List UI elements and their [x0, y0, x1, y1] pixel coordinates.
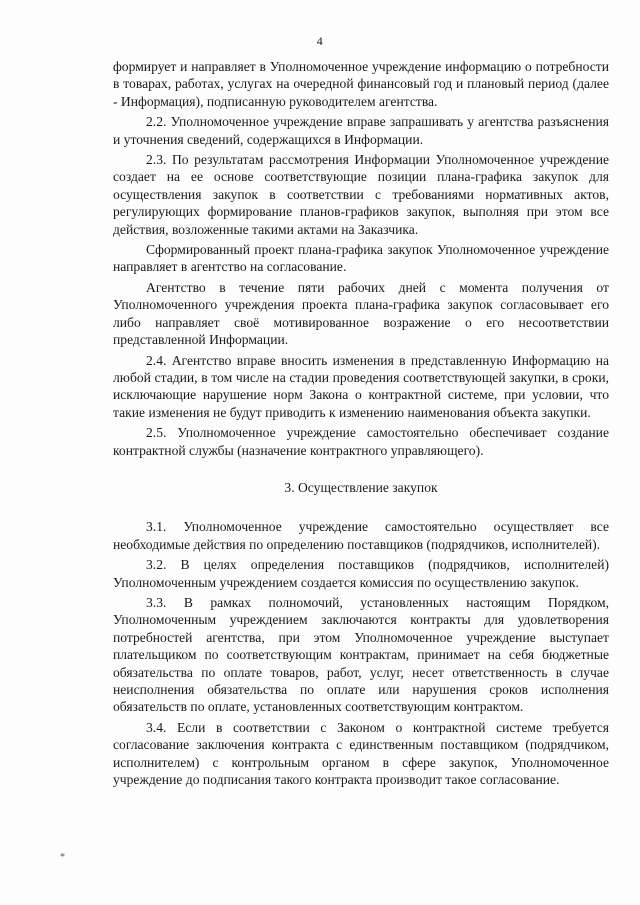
paragraph-3-2: 3.2. В целях определения поставщиков (подрядчиков, исполнителей) Уполномоченным учреждением создается комиссия по осуществлению закупок. — [113, 557, 609, 590]
paragraph-plan-draft: Сформированный проект плана-графика закупок Уполномоченное учреждение направляет в агентство на согласование. — [113, 242, 609, 275]
paragraph-agency-approval: Агентство в течение пяти рабочих дней с момента получения от Уполномоченного учреждения проекта плана-графика закупок согласовывает его либо направляет своё мотивированное возражение о его несоответствии представленной Информации. — [113, 279, 609, 348]
paragraph-continuation: формирует и направляет в Уполномоченное учреждение информацию о потребности в товарах, работах, услугах на очередной финансовый год и плановый период (далее - Информация), подписанную руководителем агентства. — [113, 59, 609, 109]
page-number: 4 — [316, 34, 324, 48]
paragraph-2-3: 2.3. По результатам рассмотрения Информации Уполномоченное учреждение создает на ее основе соответствующие позиции плана-графика закупок для осуществления закупок в соответствии с требованиями нормативных актов, регулирующих формирование планов-графиков закупок, выполняя при этом все действия, возложенные такими актами на Заказчика. — [113, 152, 609, 237]
paragraph-2-2: 2.2. Уполномоченное учреждение вправе запрашивать у агентства разъяснения и уточнения сведений, содержащихся в Информации. — [113, 114, 609, 147]
paragraph-3-3: 3.3. В рамках полномочий, установленных настоящим Порядком, Уполномоченным учреждением заключаются контракты для удовлетворения потребностей агентства, при этом Уполномоченное учреждение выступает плательщиком по соответствующим контрактам, принимает на себя бюджетные обязательства по оплате товаров, работ, услуг, несет ответственность в случае неисполнения обязательства по оплате или нарушения сроков исполнения обязательств по оплате, установленных соответствующим контрактом. — [113, 594, 609, 715]
paragraph-3-1: 3.1. Уполномоченное учреждение самостоятельно осуществляет все необходимые действия по определению поставщиков (подрядчиков, исполнителей). — [113, 519, 609, 552]
document-body — [113, 58, 609, 791]
paragraph-2-4: 2.4. Агентство вправе вносить изменения в представленную Информацию на любой стадии, в том числе на стадии проведения соответствующей закупки, в сроки, исключающие нарушение норм Закона о контрактной системе, при условии, что такие изменения не будут приводить к изменению наименования объекта закупки. — [113, 352, 609, 420]
section-title: 3. Осуществление закупок — [284, 479, 438, 495]
paragraph-2-5: 2.5. Уполномоченное учреждение самостоятельно обеспечивает создание контрактной службы (назначение контрактного управляющего). — [113, 425, 609, 458]
paragraph-3-4: 3.4. Если в соответствии с Законом о контрактной системе требуется согласование заключения контракта с единственным поставщиком (подрядчиком, исполнителем) с контрольным органом в сфере закупок, Уполномоченное учреждение до подписания такого контракта производит такое согласование. — [113, 719, 609, 788]
margin-mark: * — [60, 852, 65, 863]
